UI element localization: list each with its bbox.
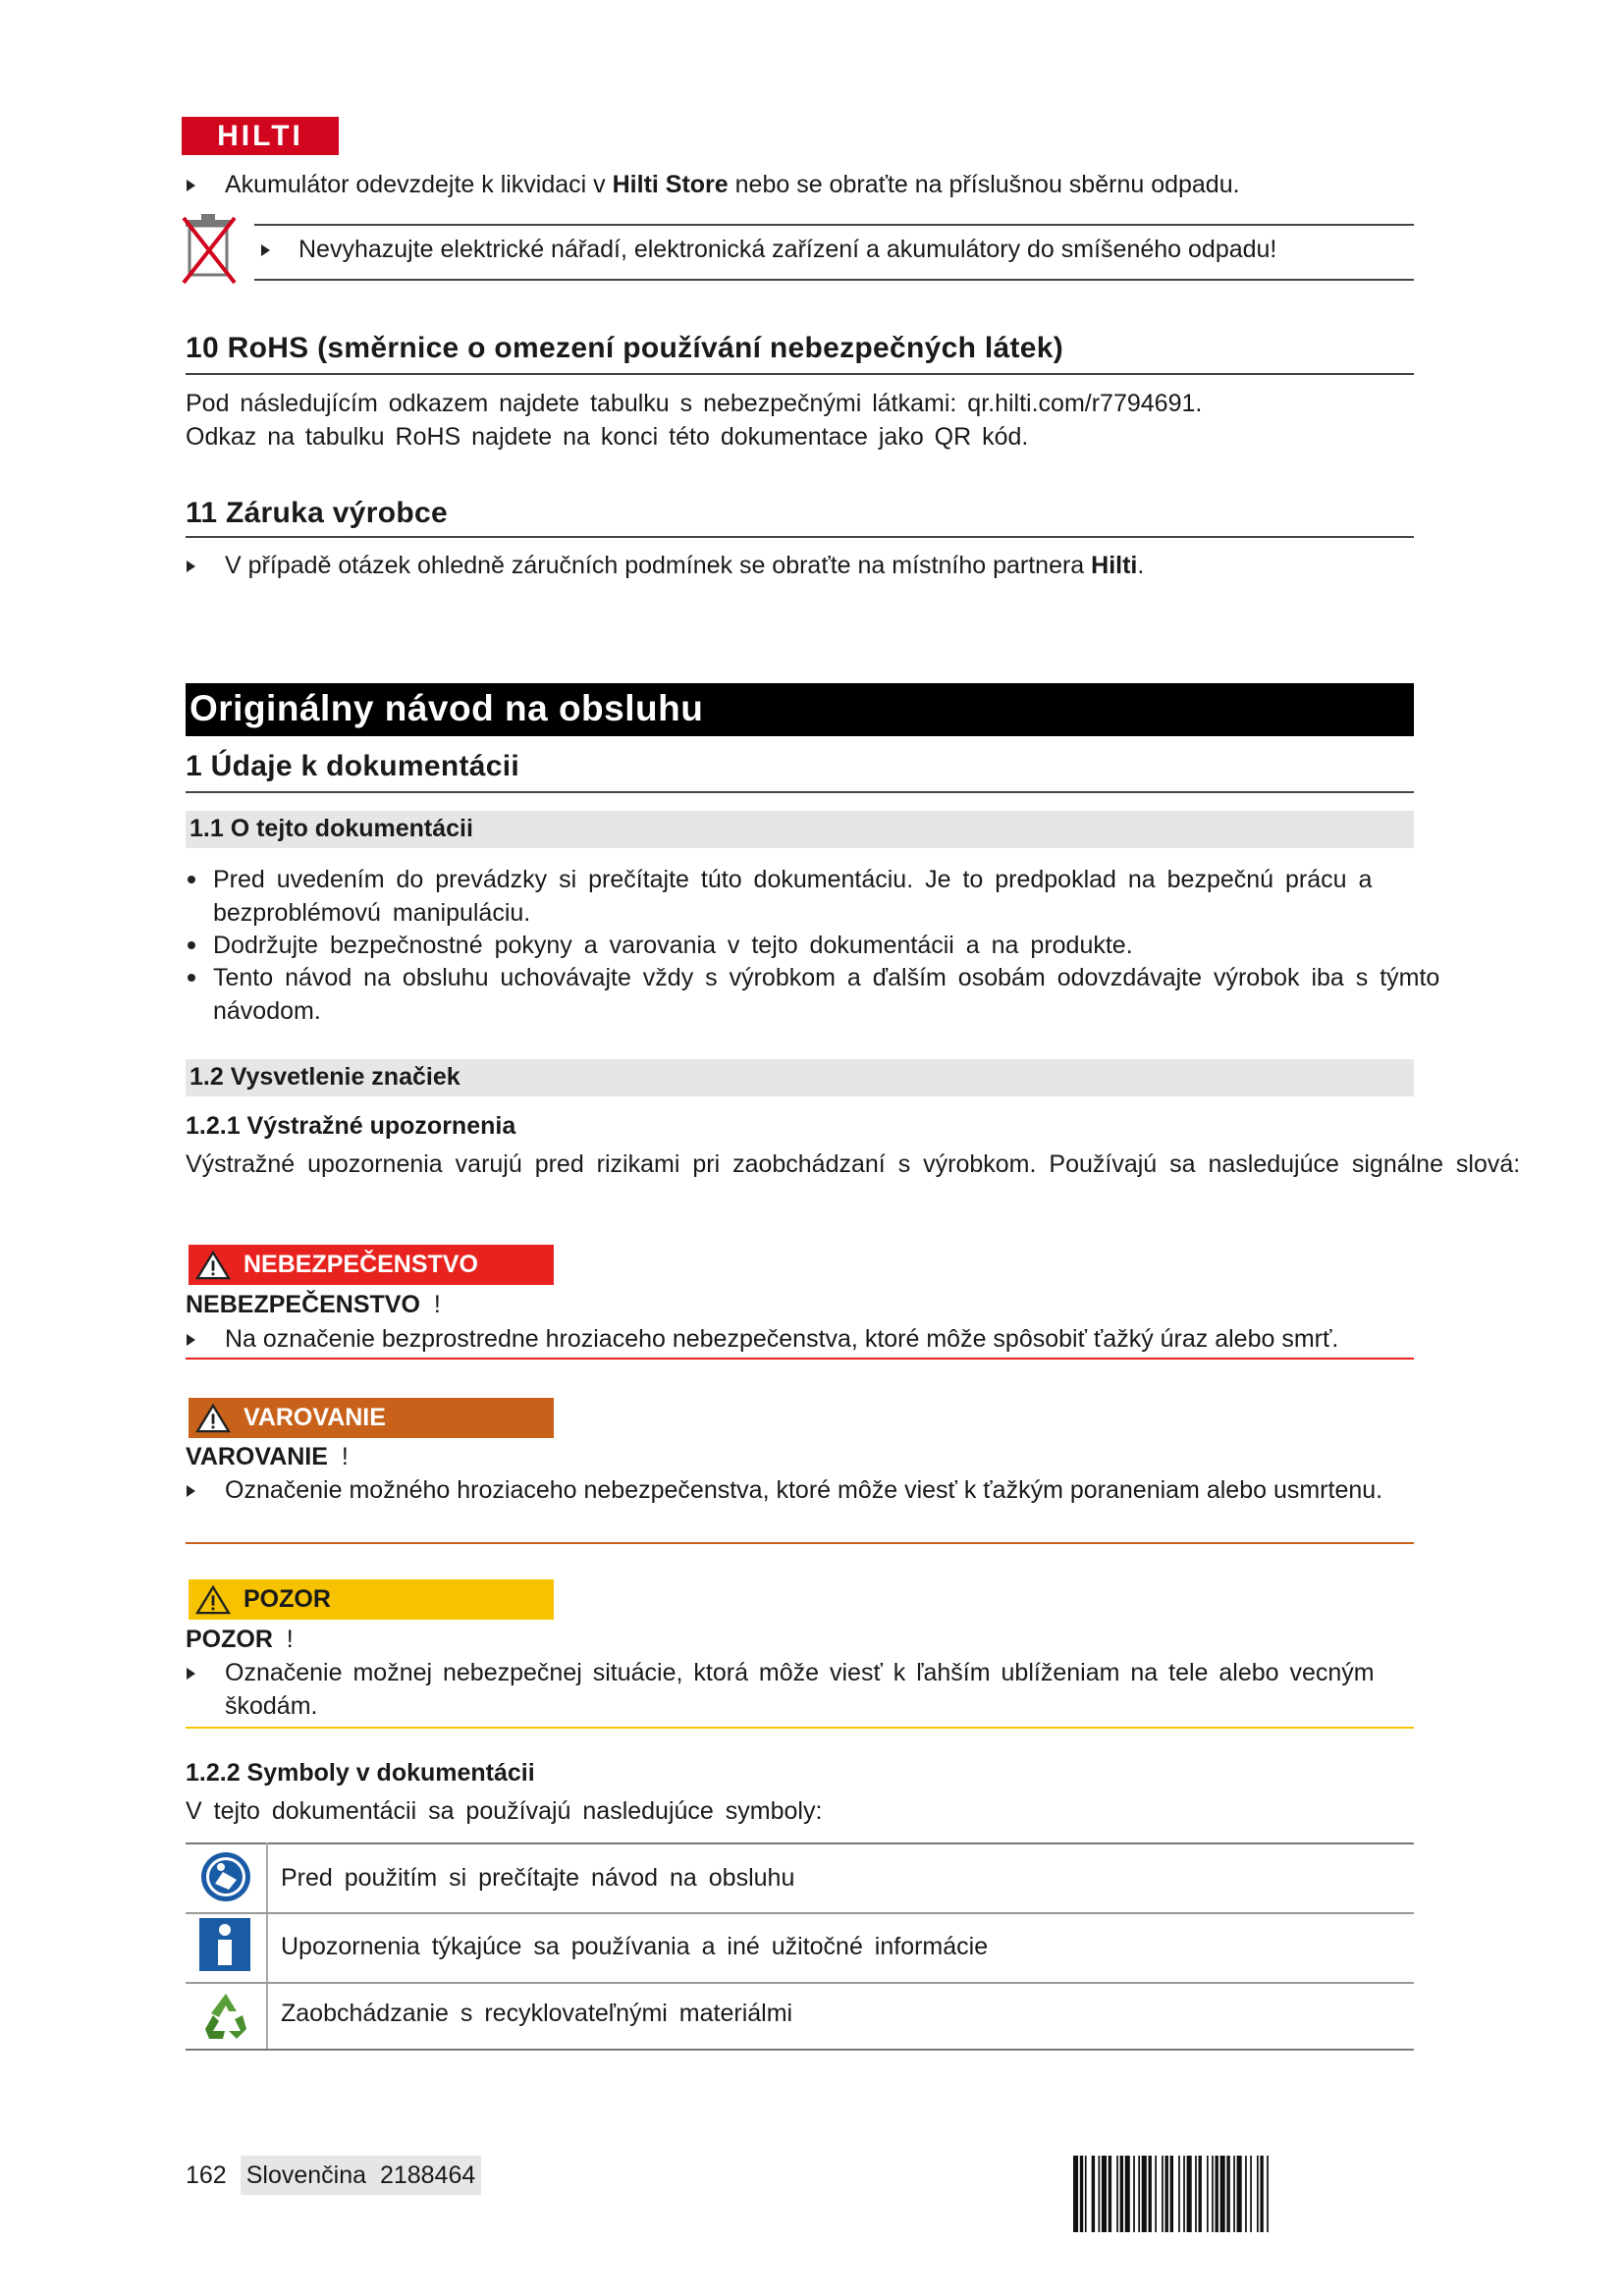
warning-triangle-icon [194, 1585, 232, 1615]
about-bullet-3: Tento návod na obsluhu uchovávajte vždy s výrobkom a ďalším osobám odovzdávajte výrobok iba s týmto návodom. [213, 964, 1440, 1025]
hilti-logo [182, 117, 339, 155]
bullet-dot [188, 974, 195, 982]
manual-banner [186, 683, 1414, 736]
section-11-title: 11 Záruka výrobce [186, 497, 448, 529]
caution-text: Označenie možnej nebezpečnej situácie, ktorá môže viesť k ľahším ublíženiam na tele alebo vecným škodám. [225, 1659, 1375, 1720]
disposal-instruction: Akumulátor odevzdejte k likvidaci v Hilti Store nebo se obraťte na příslušnou sběrnu odpadu. [225, 171, 1240, 198]
barcode-bar [1109, 2156, 1111, 2232]
barcode-bar [1226, 2156, 1229, 2232]
barcode-bar [1195, 2156, 1197, 2232]
barcode-bar [1102, 2156, 1107, 2232]
section-1-2-1-title: 1.2.1 Výstražné upozornenia [186, 1112, 516, 1140]
barcode-bar [1267, 2156, 1269, 2232]
crossed-bin-icon [180, 212, 239, 289]
barcode-bar [1250, 2156, 1252, 2232]
manual-banner-title: Originálny návod na obsluhu [189, 688, 704, 728]
barcode-bar [1099, 2156, 1101, 2232]
warning-heading: VAROVANIE ! [186, 1443, 349, 1470]
bullet-arrow-icon [187, 1485, 195, 1497]
barcode-bar [1125, 2156, 1130, 2232]
hilti-logo-text: HILTI [217, 119, 303, 152]
caution-heading: POZOR ! [186, 1626, 294, 1653]
bullet-arrow-icon [187, 561, 195, 572]
barcode-bar [1170, 2156, 1173, 2232]
barcode-bar [1155, 2156, 1157, 2232]
barcode-bar [1183, 2156, 1185, 2232]
warning-triangle-icon [194, 1404, 232, 1433]
footer-bar [186, 2156, 481, 2195]
symbols-intro: V tejto dokumentácii sa používajú nasledujúce symboly: [186, 1797, 823, 1825]
warning-text: Označenie možného hroziaceho nebezpečenstva, ktoré môže viesť k ťažkým poraneniam alebo usmrtenu. [225, 1476, 1383, 1504]
bullet-dot [188, 876, 195, 883]
barcode-bar [1187, 2156, 1192, 2232]
barcode-bar [1260, 2156, 1263, 2232]
rohs-text-line1: Pod následujícím odkazem najdete tabulku s nebezpečnými látkami: qr.hilti.com/r7794691. [186, 390, 1203, 417]
bullet-arrow-icon [187, 180, 195, 191]
disposal-note: Nevyhazujte elektrické nářadí, elektronická zařízení a akumulátory do smíšeného odpadu! [298, 236, 1277, 263]
barcode-bar [1245, 2156, 1247, 2232]
section-1-1-title: 1.1 O tejto dokumentácii [189, 815, 473, 842]
barcode-bar [1237, 2156, 1242, 2232]
barcode [1073, 2156, 1412, 2232]
barcode-bar [1199, 2156, 1202, 2232]
rohs-text-line2: Odkaz na tabulku RoHS najdete na konci této dokumentace jako QR kód. [186, 423, 1029, 451]
section-10-title: 10 RoHS (směrnice o omezení používání nebezpečných látek) [186, 332, 1064, 364]
warning-triangle-icon [194, 1251, 232, 1280]
barcode-bar [1220, 2156, 1225, 2232]
bullet-dot [188, 941, 195, 949]
recycle-icon [199, 1990, 252, 2043]
barcode-bar [1165, 2156, 1168, 2232]
danger-heading: NEBEZPEČENSTVO ! [186, 1291, 441, 1318]
section-1-2-title: 1.2 Vysvetlenie značiek [189, 1063, 460, 1091]
footer-language-tag: Slovenčina 2188464 [241, 2156, 482, 2195]
barcode-bar [1138, 2156, 1140, 2232]
barcode-bar [1142, 2156, 1147, 2232]
warning-signal-label: VAROVANIE [189, 1398, 554, 1438]
symbol-text-recycle: Zaobchádzanie s recyklovateľnými materiálmi [281, 2000, 793, 2027]
barcode-bar [1207, 2156, 1209, 2232]
symbol-text-read-manual: Pred použitím si prečítajte návod na obsluhu [281, 1864, 795, 1892]
bullet-arrow-icon [187, 1668, 195, 1680]
barcode-bar [1080, 2156, 1083, 2232]
danger-signal-label: NEBEZPEČENSTVO [189, 1245, 554, 1285]
barcode-bar [1092, 2156, 1095, 2232]
barcode-bar [1085, 2156, 1087, 2232]
page-number: 162 [186, 2162, 227, 2189]
caution-signal-label: POZOR [189, 1579, 554, 1620]
about-bullet-2: Dodržujte bezpečnostné pokyny a varovania v tejto dokumentácii a na produkte. [213, 932, 1133, 959]
bullet-arrow-icon [187, 1334, 195, 1346]
barcode-bar [1073, 2156, 1078, 2232]
info-icon [199, 1918, 250, 1971]
barcode-bar [1178, 2156, 1180, 2232]
barcode-bar [1133, 2156, 1135, 2232]
warnings-intro: Výstražné upozornenia varujú pred rizikami pri zaobchádzaní s výrobkom. Používajú sa nasledujúce signálne slová: [186, 1150, 1521, 1178]
barcode-bar [1216, 2156, 1218, 2232]
barcode-bar [1120, 2156, 1123, 2232]
warranty-instruction: V případě otázek ohledně záručních podmínek se obraťte na místního partnera Hilti. [225, 552, 1145, 579]
chapter-1-title: 1 Údaje k dokumentácii [186, 750, 520, 782]
barcode-bar [1233, 2156, 1235, 2232]
read-manual-icon [199, 1850, 252, 1903]
about-bullet-1: Pred uvedením do prevádzky si prečítajte túto dokumentáciu. Je to predpoklad na bezpečnú prácu a bezproblémovú manipuláciu. [213, 866, 1373, 927]
barcode-bar [1149, 2156, 1152, 2232]
barcode-bar [1162, 2156, 1164, 2232]
symbol-text-info: Upozornenia týkajúce sa používania a iné užitočné informácie [281, 1933, 989, 1960]
section-1-2-2-title: 1.2.2 Symboly v dokumentácii [186, 1759, 535, 1787]
bullet-arrow-icon [261, 244, 270, 256]
danger-text: Na označenie bezprostredne hroziaceho nebezpečenstva, ktoré môže spôsobiť ťažký úraz alebo smrť. [225, 1325, 1339, 1353]
barcode-bar [1116, 2156, 1118, 2232]
barcode-bar [1212, 2156, 1214, 2232]
barcode-bar [1257, 2156, 1259, 2232]
